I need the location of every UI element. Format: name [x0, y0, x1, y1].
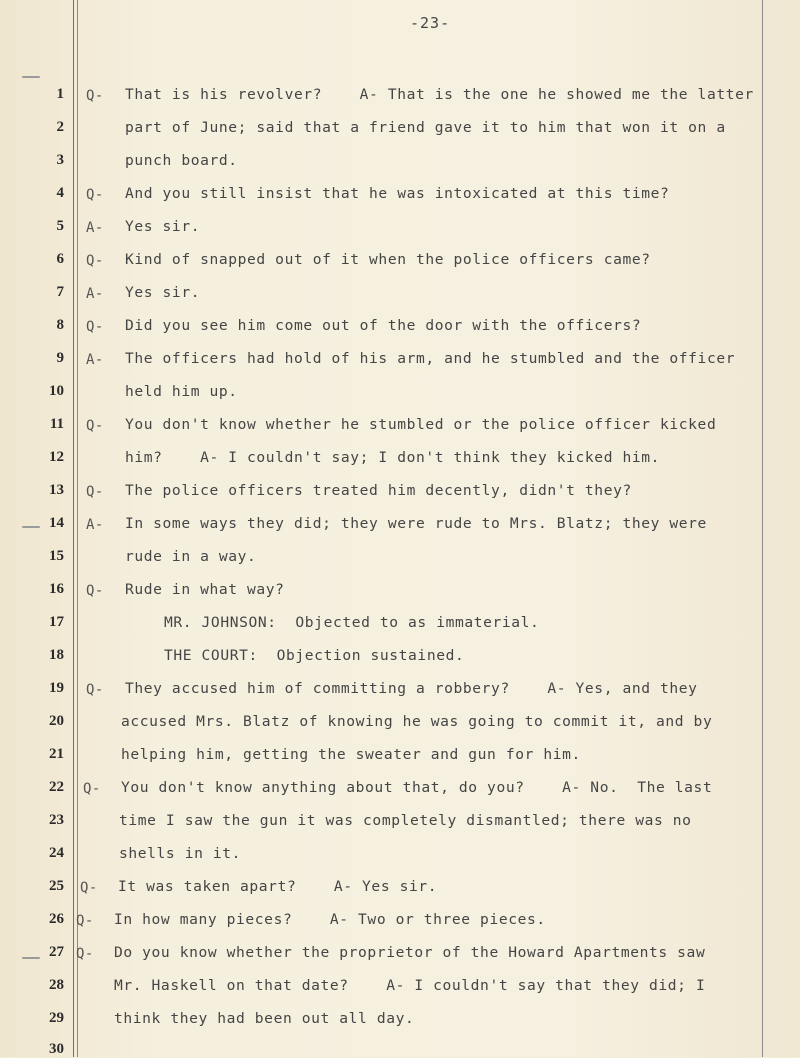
- transcript-line: time I saw the gun it was completely dismantled; there was no: [119, 812, 692, 829]
- transcript-line: rude in a way.: [125, 548, 257, 565]
- speaker-label: Q-: [86, 319, 104, 335]
- speaker-label: Q-: [86, 484, 104, 500]
- speaker-label: A-: [86, 517, 104, 533]
- transcript-line: You don't know anything about that, do you? A- No. The last: [121, 779, 713, 796]
- transcript-line: Rude in what way?: [125, 581, 285, 598]
- speaker-label: Q-: [86, 682, 104, 698]
- line-number: 12: [49, 449, 64, 465]
- speaker-label: Q-: [80, 880, 98, 896]
- line-number: 11: [49, 416, 64, 432]
- transcript-line: In some ways they did; they were rude to Mrs. Blatz; they were: [125, 515, 707, 532]
- left-margin-rule: [73, 0, 74, 1057]
- transcript-line: Yes sir.: [125, 218, 201, 235]
- speaker-label: Q-: [86, 187, 104, 203]
- line-number: 21: [49, 746, 64, 762]
- speaker-label: Q-: [86, 583, 104, 599]
- transcript-line: Did you see him come out of the door with the officers?: [125, 317, 642, 334]
- transcript-line: Mr. Haskell on that date? A- I couldn't say that they did; I: [114, 977, 706, 994]
- line-number: 7: [56, 284, 64, 300]
- margin-mark: [22, 76, 40, 78]
- margin-mark: [22, 957, 40, 959]
- line-number: 1: [56, 86, 64, 102]
- line-number: 22: [49, 779, 64, 795]
- speaker-label: Q-: [76, 946, 94, 962]
- line-number: 16: [49, 581, 64, 597]
- speaker-label: Q-: [86, 418, 104, 434]
- line-number: 17: [49, 614, 64, 630]
- line-number: 3: [56, 152, 64, 168]
- speaker-label: A-: [86, 220, 104, 236]
- transcript-line: The police officers treated him decently, didn't they?: [125, 482, 632, 499]
- speaker-label: Q-: [86, 253, 104, 269]
- transcript-line: It was taken apart? A- Yes sir.: [118, 878, 438, 895]
- transcript-line: Kind of snapped out of it when the police officers came?: [125, 251, 651, 268]
- transcript-line: him? A- I couldn't say; I don't think they kicked him.: [125, 449, 661, 466]
- line-number: 28: [49, 977, 64, 993]
- line-number: 6: [56, 251, 64, 267]
- transcript-line: They accused him of committing a robbery? A- Yes, and they: [125, 680, 698, 697]
- transcript-line: And you still insist that he was intoxicated at this time?: [125, 185, 670, 202]
- line-number: 5: [56, 218, 64, 234]
- line-number: 8: [56, 317, 64, 333]
- line-number: 4: [56, 185, 64, 201]
- speaker-label: A-: [86, 352, 104, 368]
- left-margin-rule-inner: [77, 0, 78, 1057]
- speaker-label: Q-: [76, 913, 94, 929]
- transcript-line: THE COURT: Objection sustained.: [164, 647, 465, 664]
- transcript-line: accused Mrs. Blatz of knowing he was going to commit it, and by: [121, 713, 713, 730]
- transcript-line: MR. JOHNSON: Objected to as immaterial.: [164, 614, 540, 631]
- line-number: 10: [49, 383, 64, 399]
- margin-mark: [22, 526, 40, 528]
- transcript-line: part of June; said that a friend gave it to him that won it on a: [125, 119, 726, 136]
- transcript-line: helping him, getting the sweater and gun for him.: [121, 746, 581, 763]
- transcript-line: That is his revolver? A- That is the one he showed me the latter: [125, 86, 754, 103]
- line-number: 27: [49, 944, 64, 960]
- transcript-line: In how many pieces? A- Two or three pieces.: [114, 911, 546, 928]
- page-number: -23-: [410, 14, 451, 32]
- line-number: 25: [49, 878, 64, 894]
- line-number: 18: [49, 647, 64, 663]
- line-number: 29: [49, 1010, 64, 1026]
- line-number: 19: [49, 680, 64, 696]
- line-number: 30: [49, 1041, 64, 1057]
- line-number: 20: [49, 713, 64, 729]
- transcript-line: punch board.: [125, 152, 238, 169]
- transcript-line: Yes sir.: [125, 284, 201, 301]
- right-margin-rule: [762, 0, 763, 1057]
- line-number: 9: [56, 350, 64, 366]
- speaker-label: Q-: [83, 781, 101, 797]
- speaker-label: A-: [86, 286, 104, 302]
- line-number: 15: [49, 548, 64, 564]
- transcript-line: held him up.: [125, 383, 238, 400]
- line-number: 26: [49, 911, 64, 927]
- transcript-line: Do you know whether the proprietor of the Howard Apartments saw: [114, 944, 706, 961]
- line-number: 14: [49, 515, 64, 531]
- transcript-line: shells in it.: [119, 845, 242, 862]
- line-number: 24: [49, 845, 64, 861]
- line-number: 23: [49, 812, 64, 828]
- line-number: 13: [49, 482, 64, 498]
- transcript-line: The officers had hold of his arm, and he stumbled and the officer: [125, 350, 736, 367]
- transcript-line: think they had been out all day.: [114, 1010, 415, 1027]
- speaker-label: Q-: [86, 88, 104, 104]
- line-number: 2: [56, 119, 64, 135]
- transcript-line: You don't know whether he stumbled or the police officer kicked: [125, 416, 717, 433]
